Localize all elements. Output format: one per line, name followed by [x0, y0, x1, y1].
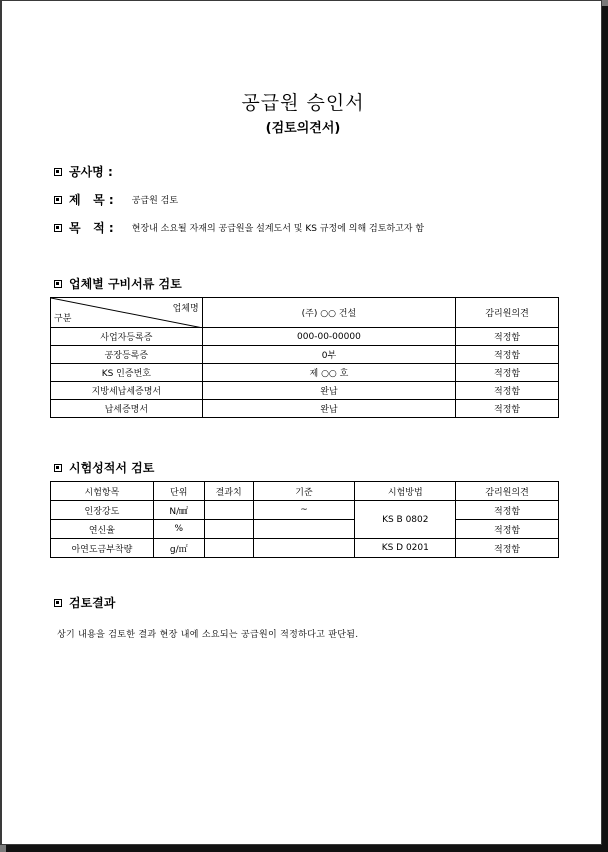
table-row: [51, 400, 559, 418]
project-name-label: 공사명 :: [69, 165, 113, 179]
table-row: [51, 520, 559, 539]
header-opinion: 감리원의견: [456, 482, 559, 501]
table-row: [51, 328, 559, 346]
row-opinion: 적정함: [456, 501, 559, 520]
row-standard: [253, 539, 355, 558]
row-unit: %: [153, 520, 204, 539]
row-result: [204, 520, 253, 539]
row-opinion: 적정함: [456, 520, 559, 539]
row-item: 지방세납세증명서: [51, 382, 203, 400]
row-item: 인장강도: [51, 501, 154, 520]
row-method: KS B 0802: [355, 501, 456, 539]
table-row: [51, 539, 559, 558]
row-unit: g/㎡: [153, 539, 204, 558]
row-opinion: 적정함: [456, 328, 559, 346]
header-method: 시험방법: [355, 482, 456, 501]
row-opinion: 적정함: [456, 346, 559, 364]
table-row: [51, 364, 559, 382]
section-documents-title: 업체별 구비서류 검토: [69, 277, 182, 291]
row-opinion: 적정함: [456, 400, 559, 418]
company-header: (주) ○○ 건설: [202, 298, 456, 328]
row-item: 납세증명서: [51, 400, 203, 418]
corner-category-label: 구분: [54, 314, 72, 324]
section-tests-heading: [54, 459, 154, 476]
row-method: KS D 0201: [355, 539, 456, 558]
purpose-label: 목 적 :: [69, 221, 114, 235]
header-unit: 단위: [153, 482, 204, 501]
corner-company-label: 업체명: [172, 304, 199, 314]
project-name-row: [54, 163, 131, 180]
row-value: 완납: [202, 400, 456, 418]
subject-label: 제 목 :: [69, 193, 114, 207]
header-standard: 기준: [253, 482, 355, 501]
square-bullet-icon: [54, 464, 62, 472]
section-result-title: 검토결과: [69, 596, 116, 610]
table-row: [51, 501, 559, 520]
purpose-value: 현장내 소요될 자재의 공급원을 설계도서 및 KS 규정에 의해 검토하고자 함: [131, 224, 425, 234]
table-header-row: [51, 298, 559, 328]
row-result: [204, 501, 253, 520]
row-item: 공장등록증: [51, 346, 203, 364]
table-row: [51, 382, 559, 400]
square-bullet-icon: [54, 280, 62, 288]
page-shadow-bottom: [6, 845, 608, 852]
purpose-row: [54, 219, 424, 236]
documents-table: [50, 297, 559, 418]
row-result: [204, 539, 253, 558]
table-row: [51, 346, 559, 364]
header-result: 결과치: [204, 482, 253, 501]
row-value: 제 ○○ 호: [202, 364, 456, 382]
row-unit: N/㎟: [153, 501, 204, 520]
row-item: 아연도금부착량: [51, 539, 154, 558]
square-bullet-icon: [54, 599, 62, 607]
row-opinion: 적정함: [456, 382, 559, 400]
opinion-header: 감리원의견: [456, 298, 559, 328]
row-standard: ~: [253, 501, 355, 520]
section-result-heading: [54, 594, 115, 611]
page-shadow-right: [602, 6, 608, 852]
subject-row: [54, 191, 178, 208]
header-test-item: 시험항목: [51, 482, 154, 501]
diagonal-header-cell: [51, 298, 203, 328]
document-subtitle: (검토의견서): [265, 121, 341, 136]
row-value: 000-00-00000: [202, 328, 456, 346]
square-bullet-icon: [54, 168, 62, 176]
row-standard: [253, 520, 355, 539]
square-bullet-icon: [54, 224, 62, 232]
row-opinion: 적정함: [456, 539, 559, 558]
table-header-row: [51, 482, 559, 501]
row-item: 사업자등록증: [51, 328, 203, 346]
square-bullet-icon: [54, 196, 62, 204]
row-opinion: 적정함: [456, 364, 559, 382]
tests-table: [50, 481, 559, 558]
row-item: KS 인증번호: [51, 364, 203, 382]
row-item: 연신율: [51, 520, 154, 539]
row-value: 0부: [202, 346, 456, 364]
row-value: 완납: [202, 382, 456, 400]
section-tests-title: 시험성적서 검토: [69, 461, 155, 475]
section-documents-heading: [54, 275, 182, 292]
review-result-text: 상기 내용을 검토한 결과 현장 내에 소요되는 공급원이 적정하다고 판단됨.: [57, 630, 359, 640]
subject-value: 공급원 검토: [131, 196, 179, 206]
document-title: 공급원 승인서: [241, 92, 365, 114]
